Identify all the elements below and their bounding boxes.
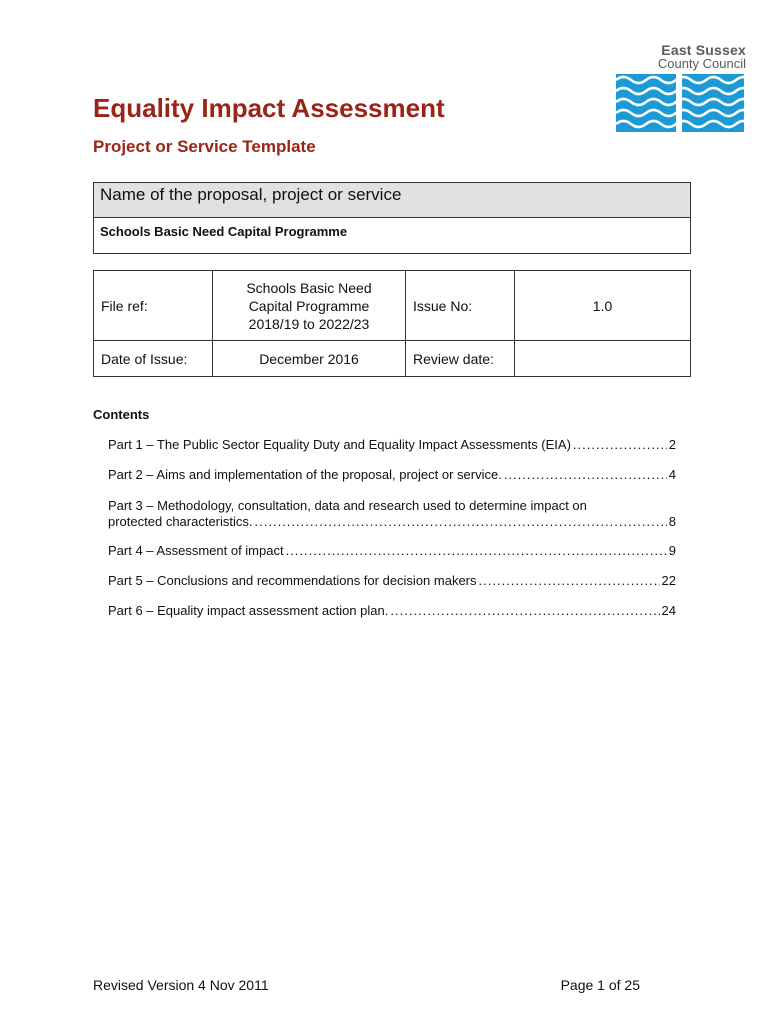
- date-of-issue-value: December 2016: [213, 341, 406, 377]
- logo-line-2: County Council: [657, 56, 746, 71]
- review-date-value: [515, 341, 691, 377]
- east-sussex-logo: [616, 42, 746, 134]
- toc-item-part-6[interactable]: [108, 603, 676, 619]
- toc-item-part-1[interactable]: [108, 437, 676, 453]
- toc-item-part-4[interactable]: [108, 543, 676, 559]
- issue-no-value: 1.0: [515, 271, 691, 341]
- toc-item-page: 4: [668, 467, 676, 482]
- toc-leader: [504, 467, 667, 483]
- toc-item-text: Part 6 – Equality impact assessment action plan.: [108, 603, 389, 618]
- proposal-value: Schools Basic Need Capital Programme: [100, 224, 348, 239]
- toc-item-part-2[interactable]: [108, 467, 676, 483]
- document-title: Equality Impact Assessment: [93, 93, 445, 123]
- document-subtitle: Project or Service Template: [93, 137, 316, 156]
- toc-item-text-line-1: Part 3 – Methodology, consultation, data and research used to determine impact on: [108, 498, 587, 513]
- footer-revision: Revised Version 4 Nov 2011: [93, 977, 269, 993]
- toc-item-text: Part 1 – The Public Sector Equality Duty and Equality Impact Assessments (EIA): [108, 437, 571, 452]
- file-ref-line-1: Schools Basic Need: [246, 279, 372, 296]
- table-row: [94, 271, 691, 341]
- document-info-table: [93, 270, 691, 377]
- toc-leader: [390, 603, 659, 619]
- toc-item-text: Part 4 – Assessment of impact: [108, 543, 284, 558]
- waves-icon: [616, 74, 746, 134]
- toc-leader: [255, 514, 667, 530]
- toc-item-part-5[interactable]: [108, 573, 676, 589]
- footer-page-number: Page 1 of 25: [560, 977, 640, 993]
- file-ref-value: [213, 271, 406, 341]
- toc-item-page: 9: [668, 543, 676, 558]
- file-ref-line-2: Capital Programme: [248, 297, 370, 314]
- review-date-label: Review date:: [406, 341, 515, 377]
- file-ref-label: File ref:: [94, 271, 213, 341]
- toc-item-page: 2: [668, 437, 676, 452]
- file-ref-line-3: 2018/19 to 2022/23: [248, 315, 370, 332]
- logo-line-1: East Sussex: [661, 42, 746, 58]
- toc-item-part-3[interactable]: [108, 498, 676, 530]
- toc-leader: [479, 573, 660, 589]
- contents-heading: Contents: [93, 407, 150, 422]
- toc-leader: [573, 437, 667, 453]
- toc-item-page: 24: [661, 603, 676, 618]
- issue-no-label: Issue No:: [406, 271, 515, 341]
- toc-item-text: Part 2 – Aims and implementation of the proposal, project or service.: [108, 467, 502, 482]
- toc-item-page: 22: [661, 573, 676, 588]
- table-row: [94, 341, 691, 377]
- toc-leader: [286, 543, 667, 559]
- proposal-heading: Name of the proposal, project or service: [94, 183, 690, 218]
- proposal-name-box: [93, 182, 691, 254]
- date-of-issue-label: Date of Issue:: [94, 341, 213, 377]
- toc-item-page: 8: [668, 514, 676, 529]
- toc-item-text: Part 5 – Conclusions and recommendations for decision makers: [108, 573, 477, 588]
- toc-item-text: protected characteristics.: [108, 514, 253, 529]
